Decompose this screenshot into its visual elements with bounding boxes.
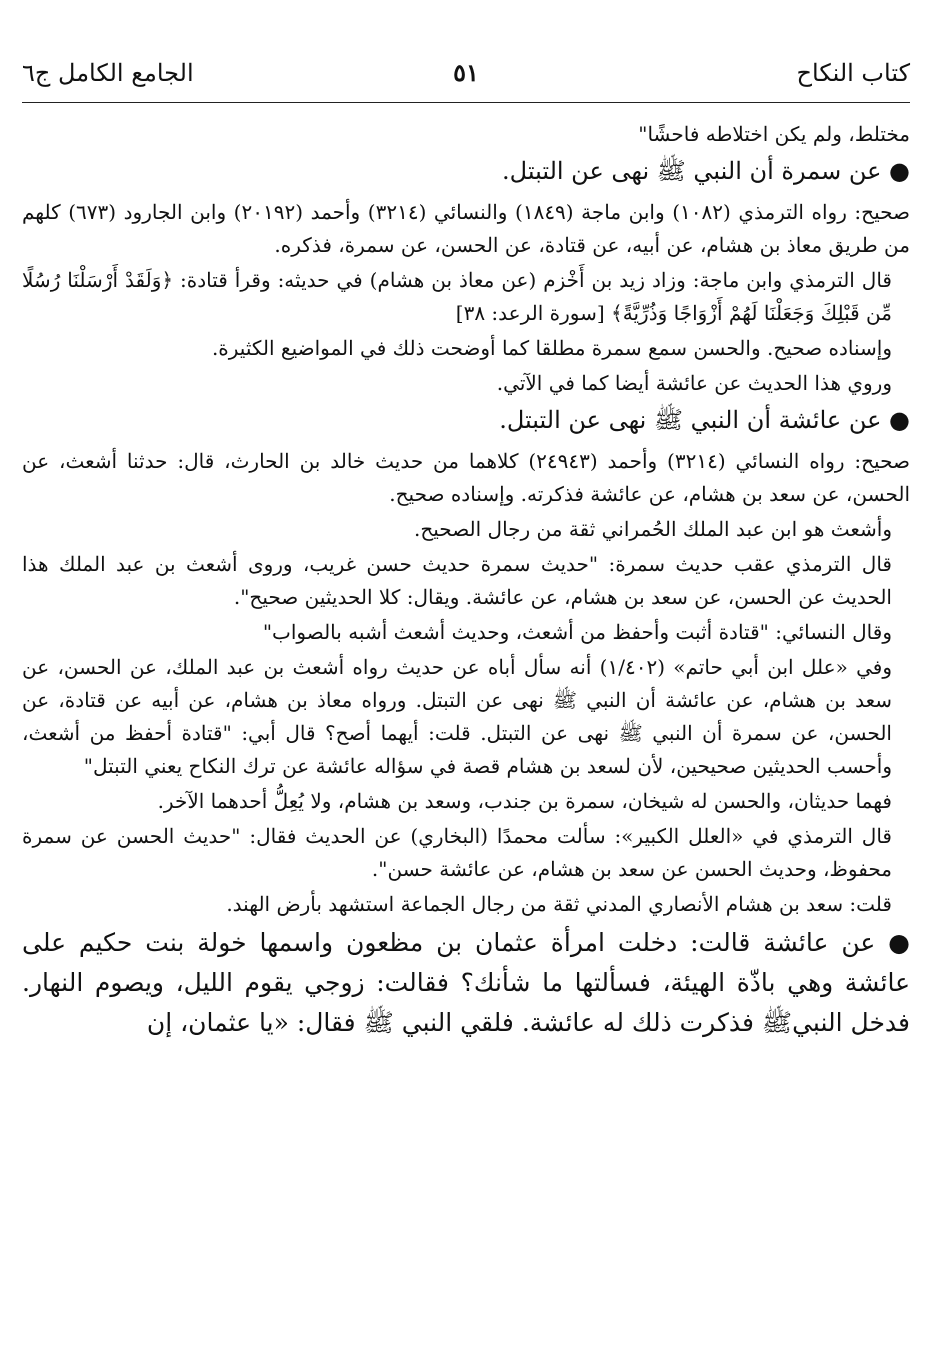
page-header xyxy=(22,56,910,96)
paragraph: قال الترمذي في «العلل الكبير»: سألت محمدًا (البخاري) عن الحديث فقال: "حديث الحسن عن سمرة محفوظ، وحديث الحسن عن سعد بن هشام، عن عائشة حسن". xyxy=(22,824,892,881)
paragraph: وقال النسائي: "قتادة أثبت وأحفظ من أشعث، وحديث أشعث أشبه بالصواب" xyxy=(262,620,892,644)
page-number: ٥١ xyxy=(453,58,479,87)
paragraph: صحيح: رواه النسائي (٣٢١٤) وأحمد (٢٤٩٤٣) كلاهما من حديث خالد بن الحارث، قال: حدثنا أشعث، عن الحسن، عن سعد بن هشام، عن عائشة فذكرته. وإسناده صحيح. xyxy=(22,449,910,506)
paragraph: قال الترمذي وابن ماجة: وزاد زيد بن أَخْزم (عن معاذ بن هشام) في حديثه: وقرأ قتادة: ﴿وَلَقَدْ أَرْسَلْنَا رُسُلًا مِّن قَبْلِكَ وَجَعَلْنَا لَهُمْ أَزْوَاجًا وَذُرِّيَّةً﴾ [سورة الرعد: ٣٨] xyxy=(22,268,892,325)
paragraph: وإسناده صحيح. والحسن سمع سمرة مطلقا كما أوضحت ذلك في المواضيع الكثيرة. xyxy=(211,336,892,360)
paragraph: وأشعث هو ابن عبد الملك الحُمراني ثقة من رجال الصحيح. xyxy=(413,517,892,541)
paragraph: وفي «علل ابن أبي حاتم» (١/٤٠٢) أنه سأل أباه عن حديث رواه أشعث بن عبد الملك، عن الحسن، عن سعد بن هشام، عن عائشة أن النبي ﷺ نهى عن التبتل. ورواه معاذ بن هشام، عن أبيه عن قتادة، عن الحسن، عن سمرة أن النبي ﷺ نهى عن التبتل. قلت: أيهما أصح؟ قال أبي: "قتادة أحفظ من أشعث، وأحسب الحديثين صحيحين، لأن لسعد بن هشام قصة في سؤاله عائشة عن ترك النكاح يعني التبتل" xyxy=(22,655,892,778)
paragraph: صحيح: رواه الترمذي (١٠٨٢) وابن ماجة (١٨٤٩) والنسائي (٣٢١٤) وأحمد (٢٠١٩٢) وابن الجارود (٦٧٣) كلهم من طريق معاذ بن هشام، عن أبيه، عن قتادة، عن الحسن، عن سمرة، فذكره. xyxy=(22,200,911,257)
paragraph: قال الترمذي عقب حديث سمرة: "حديث سمرة حديث حسن غريب، وروى أشعث بن عبد الملك هذا الحديث عن الحسن، عن سعد بن هشام، عن عائشة. ويقال: كلا الحديثين صحيح". xyxy=(22,552,892,609)
book-title: كتاب النكاح xyxy=(796,59,910,87)
hadith-paragraph: ● عن عائشة قالت: دخلت امرأة عثمان بن مظعون واسمها خولة بنت حكيم على عائشة وهي باذّة الهيئة، فسألتها ما شأنك؟ فقالت: زوجي يقوم الليل، ويصوم النهار. فدخل النبيﷺ فذكرت ذلك له عائشة. فلقي النبي ﷺ فقال: «يا عثمان، إن xyxy=(22,928,910,1037)
paragraph: وروي هذا الحديث عن عائشة أيضا كما في الآتي. xyxy=(496,371,892,395)
volume-title: الجامع الكامل ج٦ xyxy=(22,59,194,87)
hadith-paragraph: ● عن سمرة أن النبي ﷺ نهى عن التبتل. xyxy=(502,157,910,185)
paragraph: فهما حديثان، والحسن له شيخان، سمرة بن جندب، وسعد بن هشام، ولا يُعِلُّ أحدهما الآخر. xyxy=(157,789,892,813)
header-rule xyxy=(22,102,910,103)
paragraph: مختلط، ولم يكن اختلاطه فاحشًا" xyxy=(638,122,910,146)
hadith-paragraph: ● عن عائشة أن النبي ﷺ نهى عن التبتل. xyxy=(499,406,910,434)
page-body xyxy=(22,118,910,1049)
paragraph: قلت: سعد بن هشام الأنصاري المدني ثقة من رجال الجماعة استشهد بأرض الهند. xyxy=(226,892,892,916)
